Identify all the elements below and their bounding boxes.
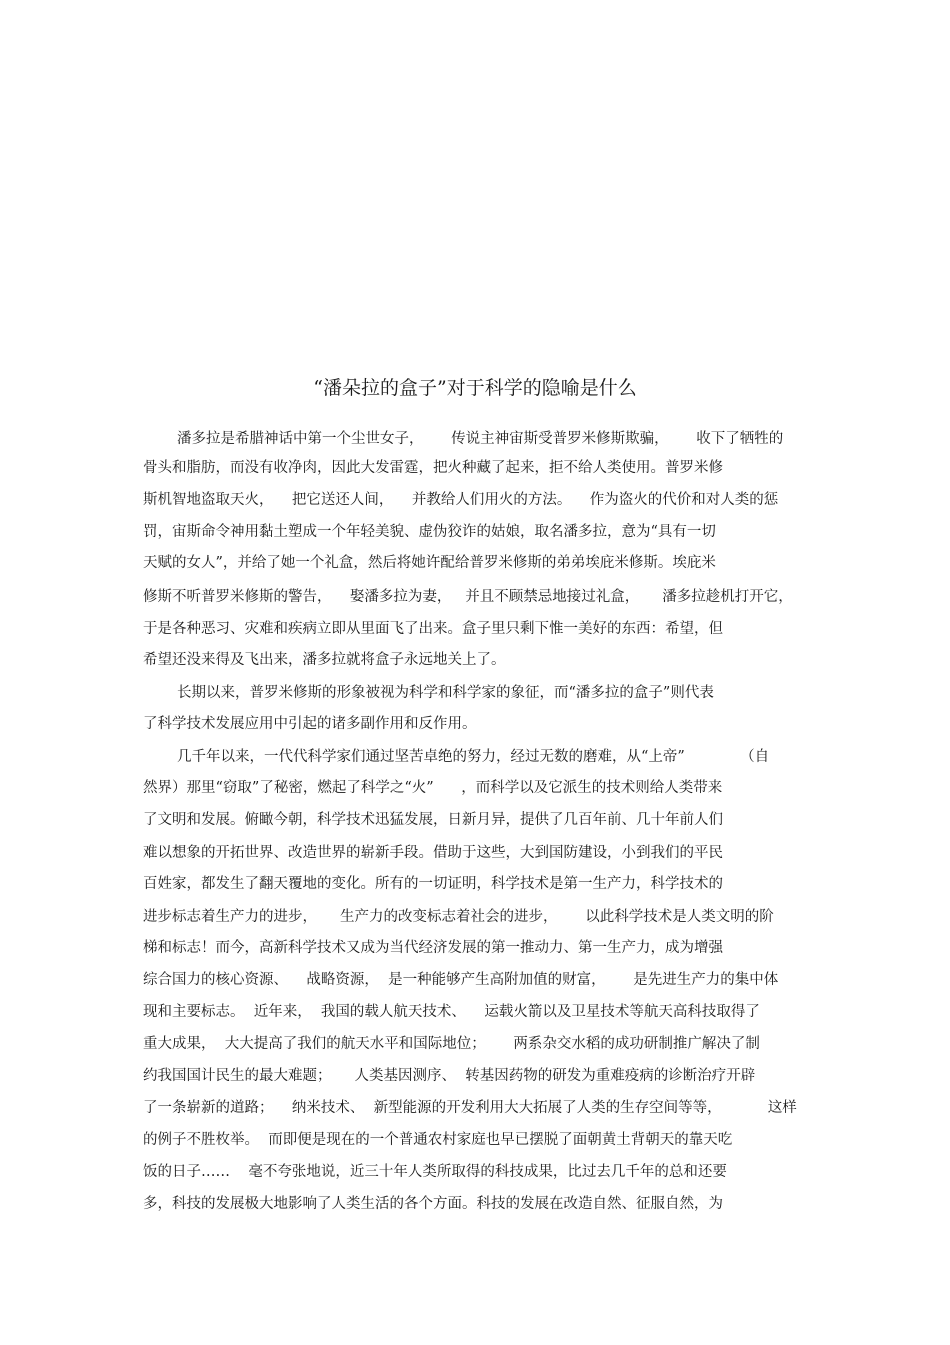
paragraph-line: 斯机智地盗取天火， 把它送还人间， 并教给人们用火的方法。 作为盗火的代价和对人类的惩	[143, 492, 779, 508]
paragraph-line: 多，科技的发展极大地影响了人类生活的各个方面。科技的发展在改造自然、征服自然，为	[143, 1196, 723, 1212]
paragraph-line: 综合国力的核心资源、 战略资源， 是一种能够产生高附加值的财富， 是先进生产力的集中体	[143, 972, 779, 988]
paragraph-line: 了文明和发展。俯瞰今朝，科学技术迅猛发展，日新月异，提供了几百年前、几十年前人们	[143, 812, 723, 828]
paragraph-line: 了科学技术发展应用中引起的诸多副作用和反作用。	[143, 716, 477, 732]
paragraph-line: 于是各种恶习、灾难和疾病立即从里面飞了出来。盒子里只剩下惟一美好的东西：希望，但	[143, 621, 723, 637]
paragraph-line: 百姓家，都发生了翻天覆地的变化。所有的一切证明，科学技术是第一生产力，科学技术的	[143, 876, 723, 892]
paragraph-line: 长期以来，普罗米修斯的形象被视为科学和科学家的象征，而“潘多拉的盒子”则代表	[177, 685, 714, 701]
paragraph-line: 骨头和脂肪，而没有收净肉，因此大发雷霆，把火种藏了起来，拒不给人类使用。普罗米修	[143, 460, 723, 476]
paragraph-line: 然界）那里“窃取”了秘密，燃起了科学之“火” ，而科学以及它派生的技术则给人类带来	[143, 780, 723, 796]
paragraph-line: 进步标志着生产力的进步， 生产力的改变标志着社会的进步， 以此科学技术是人类文明的阶	[143, 909, 774, 925]
paragraph-line: 约我国国计民生的最大难题； 人类基因测序、 转基因药物的研发为重难疫病的诊断治疗开辟	[143, 1068, 756, 1084]
document-title: “潘朵拉的盒子”对于科学的隐喻是什么	[313, 377, 637, 399]
paragraph-line: 现和主要标志。 近年来， 我国的载人航天技术、 运载火箭以及卫星技术等航天高科技取得了	[143, 1004, 760, 1020]
paragraph-line: 罚，宙斯命令神用黏土塑成一个年轻美貌、虚伪狡诈的姑娘，取名潘多拉，意为“具有一切	[143, 524, 716, 540]
paragraph-line: 饭的日子…… 毫不夸张地说，近三十年人类所取得的科技成果，比过去几千年的总和还要	[143, 1164, 727, 1180]
paragraph-line: 的例子不胜枚举。 而即便是现在的一个普通农村家庭也早已摆脱了面朝黄土背朝天的靠天吃	[143, 1132, 733, 1148]
paragraph-line: 难以想象的开拓世界、改造世界的崭新手段。借助于这些，大到国防建设，小到我们的平民	[143, 845, 723, 861]
paragraph-line: 重大成果， 大大提高了我们的航天水平和国际地位； 两系杂交水稻的成功研制推广解决了制	[143, 1036, 760, 1052]
paragraph-line: 几千年以来，一代代科学家们通过坚苦卓绝的努力，经过无数的磨难，从“上帝” （自	[177, 749, 770, 765]
paragraph-line: 潘多拉是希腊神话中第一个尘世女子， 传说主神宙斯受普罗米修斯欺骗， 收下了牺牲的	[177, 431, 784, 447]
paragraph-line: 修斯不听普罗米修斯的警告， 娶潘多拉为妻， 并且不顾禁忌地接过礼盒， 潘多拉趁机打开它，	[143, 589, 793, 605]
paragraph-line: 天赋的女人”，并给了她一个礼盒，然后将她许配给普罗米修斯的弟弟埃庇米修斯。埃庇米	[143, 555, 716, 571]
paragraph-line: 希望还没来得及飞出来，潘多拉就将盒子永远地关上了。	[143, 652, 506, 668]
paragraph-line: 了一条崭新的道路； 纳米技术、 新型能源的开发利用大大拓展了人类的生存空间等等， 这样	[143, 1100, 797, 1116]
paragraph-line: 梯和标志！而今，高新科学技术又成为当代经济发展的第一推动力、第一生产力，成为增强	[143, 940, 723, 956]
